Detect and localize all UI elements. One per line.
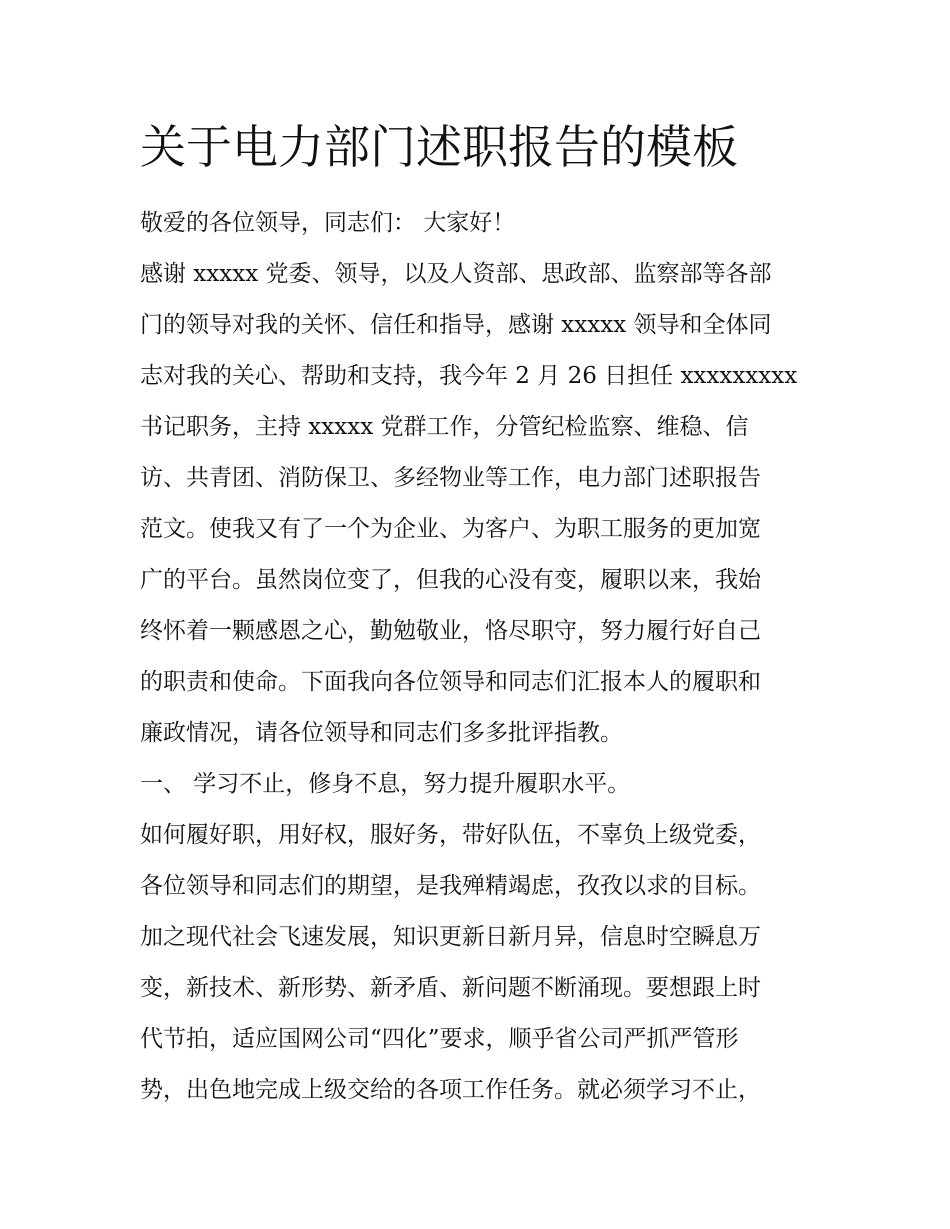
body-line: 范文。使我又有了一个为企业、为客户、为职工服务的更加宽 [140,516,761,542]
body-line: 终怀着一颗感恩之心，勤勉敬业，恪尽职守，努力履行好自己 [140,618,761,644]
body-line: 感谢 xxxxx 党委、领导，以及人资部、思政部、监察部等各部 [140,261,772,287]
body-line: 的职责和使命。下面我向各位领导和同志们汇报本人的履职和 [140,669,761,695]
body-line: 加之现代社会飞速发展，知识更新日新月异，信息时空瞬息万 [140,924,761,950]
document-title: 关于电力部门述职报告的模板 [140,120,738,174]
body-line: 书记职务，主持 xxxxx 党群工作，分管纪检监察、维稳、信 [140,414,749,440]
document-body [140,198,797,1116]
body-line: 广的平台。虽然岗位变了，但我的心没有变，履职以来，我始 [140,567,761,593]
body-line: 如何履好职，用好权，服好务，带好队伍，不辜负上级党委， [140,822,761,848]
body-line: 志对我的关心、帮助和支持，我今年 2 月 26 日担任 xxxxxxxxx [140,363,798,389]
body-line: 各位领导和同志们的期望，是我殚精竭虑，孜孜以求的目标。 [140,873,761,899]
body-line: 敬爱的各位领导，同志们： 大家好！ [140,210,516,236]
body-line: 廉政情况，请各位领导和同志们多多批评指教。 [140,720,623,746]
body-line: 变，新技术、新形势、新矛盾、新问题不断涌现。要想跟上时 [140,975,761,1001]
body-line: 代节拍，适应国网公司“四化”要求，顺乎省公司严抓严管形 [140,1026,739,1052]
section-heading: 一、 学习不止，修身不息，努力提升履职水平。 [140,771,631,797]
body-line: 门的领导对我的关怀、信任和指导，感谢 xxxxx 领导和全体同 [140,312,772,338]
body-line: 势，出色地完成上级交给的各项工作任务。就必须学习不止， [140,1077,761,1103]
body-line: 访、共青团、消防保卫、多经物业等工作，电力部门述职报告 [140,465,761,491]
